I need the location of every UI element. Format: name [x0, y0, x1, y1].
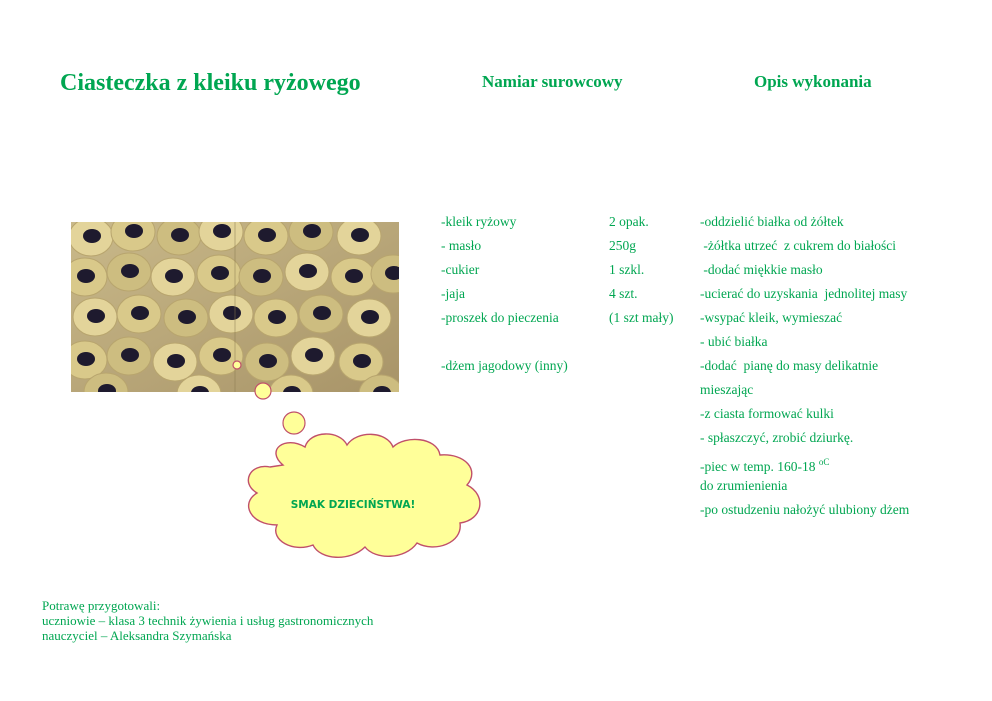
method-step	[700, 426, 909, 450]
method-step	[700, 258, 909, 282]
method-step-text: do zrumienienia	[700, 478, 788, 493]
method-heading: Opis wykonania	[754, 72, 872, 91]
method-step-text: - ubić białka	[700, 334, 768, 349]
cloud-slogan: SMAK DZIECIŃSTWA!	[290, 499, 416, 511]
ingredient-item: - masło	[441, 238, 482, 253]
ingredient-quantity: (1 szt mały)	[609, 310, 674, 325]
ingredient-item	[441, 330, 568, 354]
method-step	[700, 306, 909, 330]
materials-heading: Namiar surowcowy	[482, 72, 623, 91]
quantities-list	[609, 210, 673, 378]
ingredient-quantity: 1 szkl.	[609, 262, 645, 277]
credits	[42, 598, 373, 643]
ingredient-quantity	[609, 330, 673, 354]
method-step	[700, 330, 909, 354]
method-step	[700, 450, 909, 474]
method-step	[700, 378, 909, 402]
method-step-text: -piec w temp. 160-18	[700, 459, 816, 474]
ingredients-list	[441, 210, 568, 378]
method-step-text: -po ostudzeniu nałożyć ulubiony dżem	[700, 502, 910, 517]
method-step-text: - spłaszczyć, zrobić dziurkę.	[700, 430, 854, 445]
method-steps	[700, 210, 909, 522]
ingredient-item: -dżem jagodowy (inny)	[441, 358, 568, 373]
credits-line: nauczyciel – Aleksandra Szymańska	[42, 628, 232, 643]
ingredient-item: -jaja	[441, 286, 465, 301]
ingredient-quantity: 250g	[609, 238, 636, 253]
method-step	[700, 282, 909, 306]
ingredient-item: -proszek do pieczenia	[441, 310, 559, 325]
thought-bubble-medium	[255, 383, 271, 399]
method-step	[700, 402, 909, 426]
method-step-text: -dodać miękkie masło	[700, 262, 823, 277]
thought-cloud	[225, 355, 525, 585]
method-step-text: mieszając	[700, 382, 754, 397]
temperature-unit: oC	[818, 457, 830, 467]
method-step-text: -ucierać do uzyskania jednolitej masy	[700, 286, 908, 301]
method-step	[700, 210, 909, 234]
method-step-text: -dodać pianę do masy delikatnie	[700, 358, 879, 373]
ingredient-item: -cukier	[441, 262, 480, 277]
recipe-title: Ciasteczka z kleiku ryżowego	[60, 70, 361, 96]
ingredient-item: -kleik ryżowy	[441, 214, 517, 229]
method-step	[700, 234, 909, 258]
credits-line: Potrawę przygotowali:	[42, 598, 161, 613]
credits-line: uczniowie – klasa 3 technik żywienia i usług gastronomicznych	[42, 613, 374, 628]
cloud-shape	[248, 434, 480, 557]
method-step	[700, 354, 909, 378]
thought-bubble-small	[233, 361, 241, 369]
thought-bubble-large	[283, 412, 305, 434]
ingredient-quantity: 4 szt.	[609, 286, 638, 301]
method-step	[700, 498, 909, 522]
method-step	[700, 474, 909, 498]
method-step-text: -z ciasta formować kulki	[700, 406, 834, 421]
method-step-text: -oddzielić białka od żółtek	[700, 214, 844, 229]
ingredient-quantity: 2 opak.	[609, 214, 649, 229]
method-step-text: -wsypać kleik, wymieszać	[700, 310, 843, 325]
ingredient-quantity	[609, 354, 673, 378]
method-step-text: -żółtka utrzeć z cukrem do białości	[700, 238, 897, 253]
